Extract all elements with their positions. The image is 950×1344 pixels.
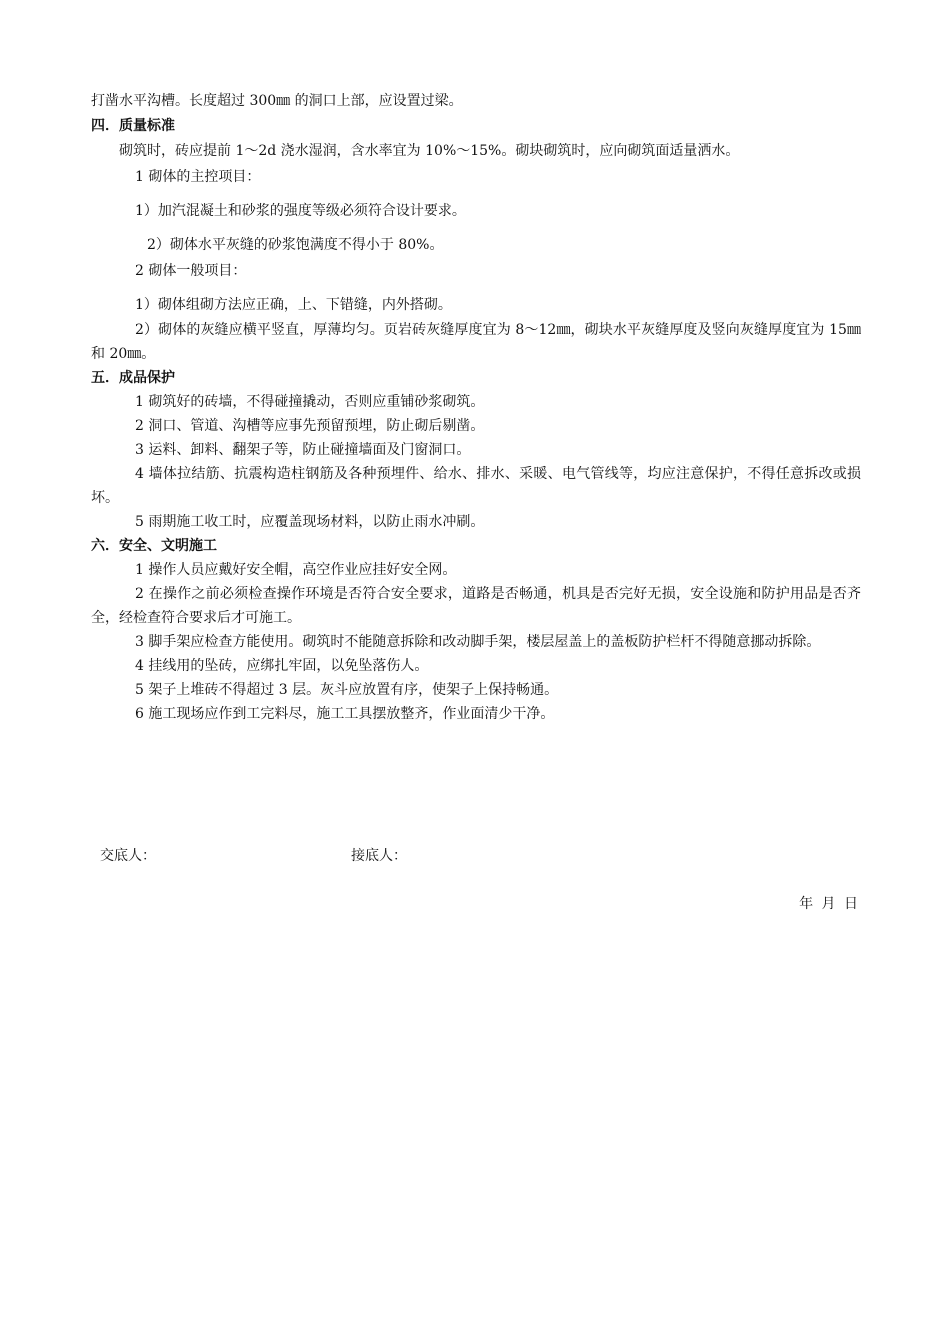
- main-control-title: 1 砌体的主控项目：: [135, 169, 261, 185]
- safety-item-6: 6 施工现场应作到工完料尽，施工工具摆放整齐，作业面清少干净。: [135, 706, 555, 722]
- section-6-heading: 六．安全、文明施工: [91, 538, 217, 554]
- general-items-title: 2 砌体一般项目：: [135, 263, 247, 279]
- section-4-paragraph: 砌筑时，砖应提前 1～2d 浇水湿润，含水率宜为 10%～15%。砌块砌筑时，应向砌筑面适量洒水。: [119, 143, 740, 159]
- safety-item-3: 3 脚手架应检查方能使用。砌筑时不能随意拆除和改动脚手架，楼层屋盖上的盖板防护栏杆不得随意挪动拆除。: [135, 634, 821, 650]
- protection-item-1: 1 砌筑好的砖墙，不得碰撞撬动，否则应重铺砂浆砌筑。: [135, 394, 485, 410]
- general-item-2: 2）砌体的灰缝应横平竖直，厚薄均匀。页岩砖灰缝厚度宜为 8～12㎜，砌块水平灰缝厚度及竖向灰缝厚度宜为 15㎜ 和 20㎜。: [91, 322, 861, 362]
- intro-line: 打凿水平沟槽。长度超过 300㎜ 的洞口上部，应设置过梁。: [91, 93, 463, 109]
- protection-item-5: 5 雨期施工收工时，应覆盖现场材料，以防止雨水冲刷。: [135, 514, 485, 530]
- protection-item-3: 3 运料、卸料、翻架子等，防止碰撞墙面及门窗洞口。: [135, 442, 471, 458]
- main-control-item-2: 2）砌体水平灰缝的砂浆饱满度不得小于 80%。: [147, 237, 444, 253]
- section-5-heading: 五．成品保护: [91, 370, 175, 386]
- safety-item-5: 5 架子上堆砖不得超过 3 层。灰斗应放置有序，使架子上保持畅通。: [135, 682, 559, 698]
- main-control-item-1: 1）加汽混凝土和砂浆的强度等级必须符合设计要求。: [135, 203, 466, 219]
- section-4-heading: 四．质量标准: [91, 118, 175, 134]
- safety-item-1: 1 操作人员应戴好安全帽，高空作业应挂好安全网。: [135, 562, 457, 578]
- receiver-label: 接底人：: [351, 848, 407, 864]
- date-label: 年 月 日: [799, 896, 860, 912]
- protection-item-2: 2 洞口、管道、沟槽等应事先预留预埋，防止砌后剔凿。: [135, 418, 485, 434]
- document-body: [91, 88, 861, 726]
- general-item-1: 1）砌体组砌方法应正确，上、下错缝，内外搭砌。: [135, 297, 452, 313]
- safety-item-2: 2 在操作之前必须检查操作环境是否符合安全要求，道路是否畅通，机具是否完好无损，安全设施和防护用品是否齐全，经检查符合要求后才可施工。: [91, 586, 861, 626]
- protection-item-4: 4 墙体拉结筋、抗震构造柱钢筋及各种预埋件、给水、排水、采暖、电气管线等，均应注意保护，不得任意拆改或损坏。: [91, 466, 861, 506]
- safety-item-4: 4 挂线用的坠砖，应绑扎牢固，以免坠落伤人。: [135, 658, 429, 674]
- giver-label: 交底人：: [100, 848, 156, 864]
- signature-row: [100, 843, 860, 869]
